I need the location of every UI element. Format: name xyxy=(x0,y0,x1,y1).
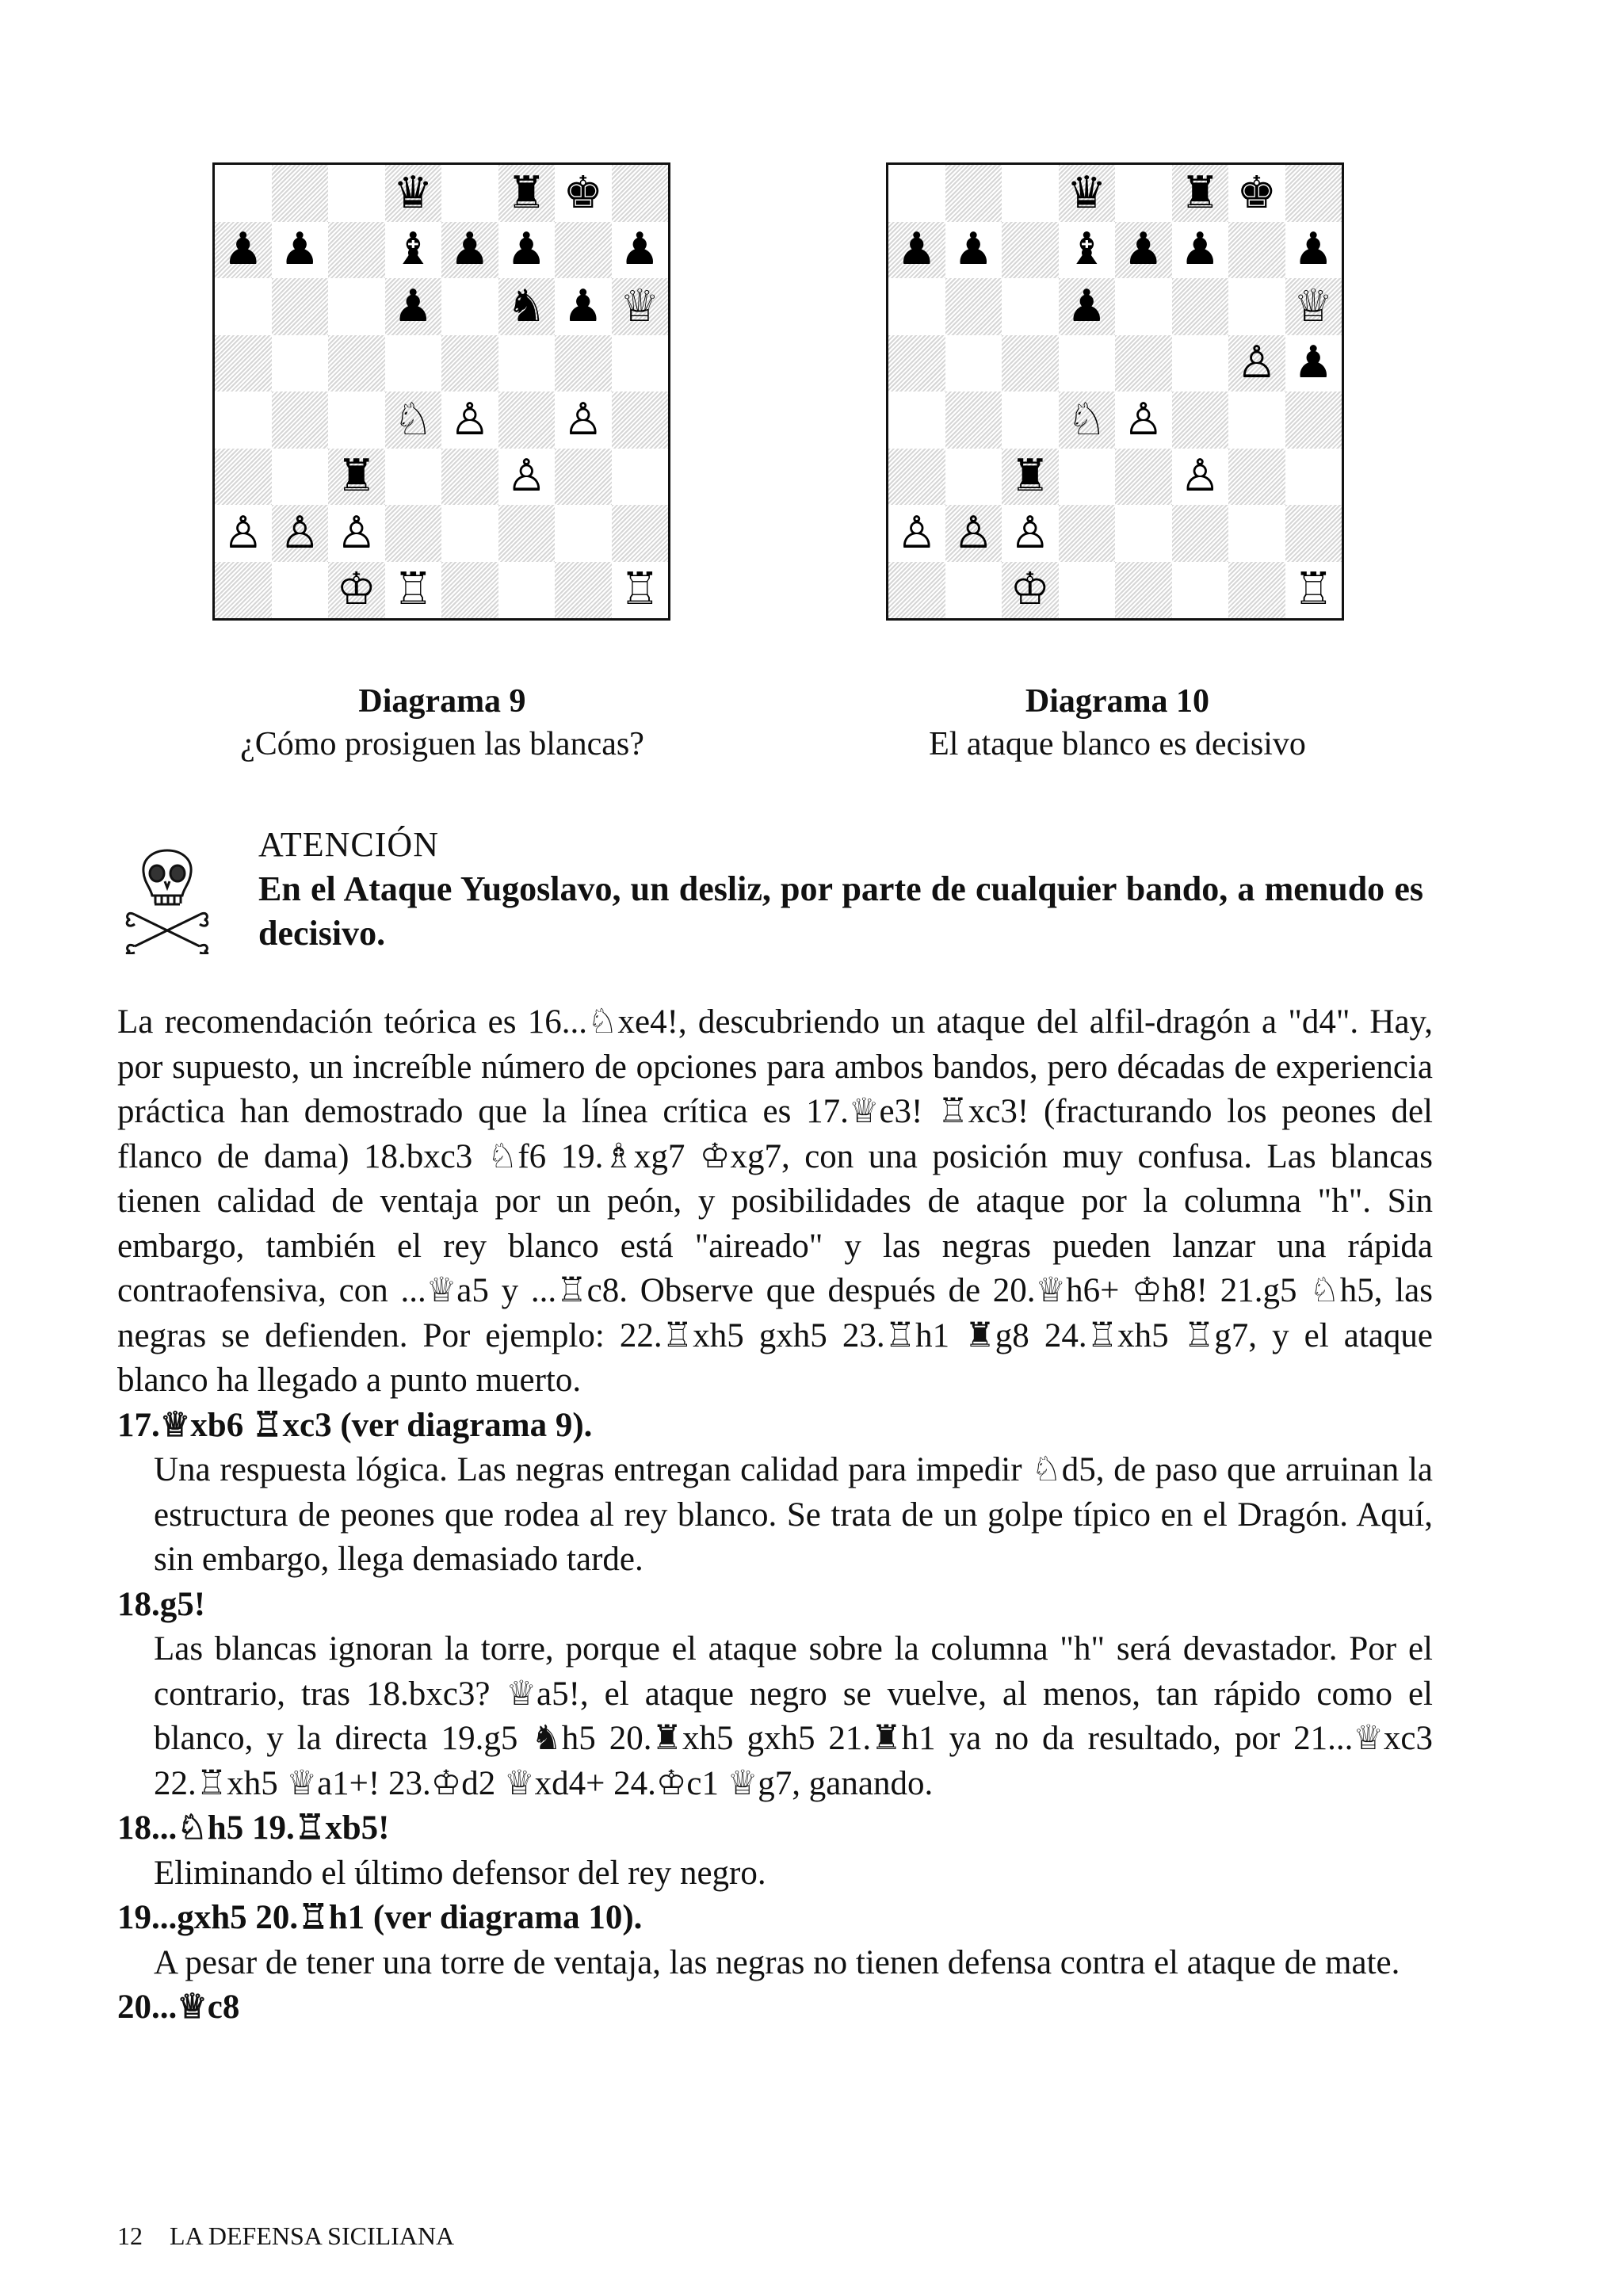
square-e8 xyxy=(1115,165,1172,222)
square-f8 xyxy=(1172,165,1229,222)
diagram-10-title: Diagrama 10 xyxy=(1025,683,1210,720)
square-a3 xyxy=(215,449,272,506)
square-a5 xyxy=(215,335,272,392)
square-a4 xyxy=(215,392,272,449)
square-d2 xyxy=(1059,505,1116,562)
square-g6 xyxy=(555,278,612,335)
chess-piece: ♖ xyxy=(1293,563,1334,616)
chess-piece: ♜ xyxy=(506,166,547,219)
square-c6 xyxy=(328,278,385,335)
square-d4 xyxy=(1059,392,1116,449)
chess-piece: ♙ xyxy=(449,393,490,445)
square-g8 xyxy=(1228,165,1285,222)
attention-heading: ATENCIÓN xyxy=(258,825,439,864)
square-b5 xyxy=(945,335,1002,392)
square-f4 xyxy=(498,392,556,449)
chess-piece: ♙ xyxy=(563,393,603,445)
square-g5 xyxy=(1228,335,1285,392)
paragraph: Las blancas ignoran la torre, porque el ataque sobre la columna "h" será devastador. Por el contrario, tras 18.bxc3? ♕a5!, el ataque negro se vuelve, al menos, tan rápido como el blanco, y la directa 19.g5 ♞h5 20.♜xh5 gxh5 21.♜h1 ya no da resultado, por 21...♕xc3 22.♖xh5 ♕a1+! 23.♔d2 ♕xd4+ 24.♔c1 ♕g7, ganando. xyxy=(154,1630,1433,1802)
square-a3 xyxy=(888,449,945,506)
square-a2 xyxy=(215,505,272,562)
square-f4 xyxy=(1172,392,1229,449)
attention-body: En el Ataque Yugoslavo, un desliz, por parte de cualquier bando, a menudo es decisivo. xyxy=(258,869,1423,953)
square-g2 xyxy=(555,505,612,562)
square-g4 xyxy=(1228,392,1285,449)
chess-piece: ♟ xyxy=(1067,280,1107,332)
square-h2 xyxy=(1285,505,1342,562)
square-h7 xyxy=(1285,222,1342,279)
square-h4 xyxy=(612,392,669,449)
diagram-9-title: Diagrama 9 xyxy=(358,683,526,720)
chess-piece: ♟ xyxy=(506,223,547,276)
square-e3 xyxy=(1115,449,1172,506)
square-e1 xyxy=(441,562,498,619)
square-e5 xyxy=(441,335,498,392)
chess-piece: ♟ xyxy=(563,280,603,332)
square-e4 xyxy=(1115,392,1172,449)
square-b4 xyxy=(945,392,1002,449)
chess-piece: ♞ xyxy=(506,280,547,332)
square-c1 xyxy=(1002,562,1059,619)
square-g7 xyxy=(555,222,612,279)
square-g6 xyxy=(1228,278,1285,335)
square-f7 xyxy=(498,222,556,279)
chess-piece: ♙ xyxy=(953,506,994,559)
chess-piece: ♙ xyxy=(896,506,937,559)
square-c6 xyxy=(1002,278,1059,335)
square-h6 xyxy=(1285,278,1342,335)
chess-piece: ♟ xyxy=(896,223,937,276)
square-e3 xyxy=(441,449,498,506)
square-g8 xyxy=(555,165,612,222)
square-a1 xyxy=(888,562,945,619)
chess-piece: ♟ xyxy=(1123,223,1163,276)
square-f7 xyxy=(1172,222,1229,279)
square-f2 xyxy=(498,505,556,562)
paragraph: Una respuesta lógica. Las negras entregan calidad para impedir ♘d5, de paso que arruinan la estructura de peones que rodea al rey blanco. Se trata de un golpe típico en el Dragón. Aquí, sin embargo, llega demasiado tarde. xyxy=(154,1451,1433,1578)
chess-piece: ♙ xyxy=(223,506,263,559)
square-d7 xyxy=(1059,222,1116,279)
chess-piece: ♘ xyxy=(393,393,433,445)
chess-piece: ♙ xyxy=(336,506,376,559)
diagram-9-board xyxy=(212,162,670,621)
square-h7 xyxy=(612,222,669,279)
move-line: 17.♕xb6 ♖xc3 (ver diagrama 9). xyxy=(117,1406,593,1444)
chess-piece: ♖ xyxy=(620,563,660,616)
square-b7 xyxy=(272,222,329,279)
chess-piece: ♟ xyxy=(449,223,490,276)
chess-piece: ♙ xyxy=(1010,506,1050,559)
chess-piece: ♟ xyxy=(393,280,433,332)
square-d1 xyxy=(1059,562,1116,619)
chess-piece: ♟ xyxy=(1293,223,1334,276)
square-h1 xyxy=(1285,562,1342,619)
square-c3 xyxy=(328,449,385,506)
square-f3 xyxy=(1172,449,1229,506)
chess-piece: ♔ xyxy=(336,563,376,616)
square-h3 xyxy=(1285,449,1342,506)
square-g1 xyxy=(555,562,612,619)
square-g5 xyxy=(555,335,612,392)
chess-piece: ♛ xyxy=(393,166,433,219)
chess-piece: ♘ xyxy=(1067,393,1107,445)
diagram-10-caption xyxy=(880,680,1355,766)
diagram-10-subtitle: El ataque blanco es decisivo xyxy=(929,726,1306,762)
square-d6 xyxy=(385,278,442,335)
square-a6 xyxy=(215,278,272,335)
square-b8 xyxy=(945,165,1002,222)
square-d7 xyxy=(385,222,442,279)
move-line: 19...gxh5 20.♖h1 (ver diagrama 10). xyxy=(117,1899,643,1936)
square-d5 xyxy=(1059,335,1116,392)
square-g2 xyxy=(1228,505,1285,562)
chess-piece: ♔ xyxy=(1010,563,1050,616)
square-e2 xyxy=(441,505,498,562)
square-f5 xyxy=(498,335,556,392)
square-b6 xyxy=(945,278,1002,335)
square-c5 xyxy=(328,335,385,392)
chess-piece: ♝ xyxy=(1067,223,1107,276)
chess-piece: ♖ xyxy=(393,563,433,616)
square-b4 xyxy=(272,392,329,449)
square-d6 xyxy=(1059,278,1116,335)
square-d8 xyxy=(1059,165,1116,222)
square-e1 xyxy=(1115,562,1172,619)
chess-piece: ♟ xyxy=(280,223,320,276)
square-f6 xyxy=(498,278,556,335)
square-b1 xyxy=(945,562,1002,619)
square-c2 xyxy=(1002,505,1059,562)
square-c5 xyxy=(1002,335,1059,392)
square-d4 xyxy=(385,392,442,449)
diagram-9-caption xyxy=(228,680,656,766)
page-number: 12 xyxy=(117,2222,143,2250)
square-c7 xyxy=(328,222,385,279)
square-a2 xyxy=(888,505,945,562)
square-f6 xyxy=(1172,278,1229,335)
running-title: LA DEFENSA SICILIANA xyxy=(170,2222,455,2250)
square-h6 xyxy=(612,278,669,335)
square-a4 xyxy=(888,392,945,449)
square-a1 xyxy=(215,562,272,619)
square-c8 xyxy=(328,165,385,222)
square-g3 xyxy=(1228,449,1285,506)
square-h8 xyxy=(1285,165,1342,222)
square-e5 xyxy=(1115,335,1172,392)
square-a6 xyxy=(888,278,945,335)
square-c4 xyxy=(1002,392,1059,449)
square-b7 xyxy=(945,222,1002,279)
skull-crossbones-icon xyxy=(117,826,217,954)
square-c7 xyxy=(1002,222,1059,279)
square-b3 xyxy=(945,449,1002,506)
square-e2 xyxy=(1115,505,1172,562)
square-e4 xyxy=(441,392,498,449)
square-e7 xyxy=(1115,222,1172,279)
square-d3 xyxy=(1059,449,1116,506)
chess-piece: ♚ xyxy=(563,166,603,219)
square-c3 xyxy=(1002,449,1059,506)
square-d3 xyxy=(385,449,442,506)
square-f3 xyxy=(498,449,556,506)
chess-piece: ♙ xyxy=(506,450,547,502)
chess-piece: ♚ xyxy=(1236,166,1277,219)
square-a5 xyxy=(888,335,945,392)
square-d1 xyxy=(385,562,442,619)
square-g1 xyxy=(1228,562,1285,619)
square-g3 xyxy=(555,449,612,506)
square-h3 xyxy=(612,449,669,506)
square-g7 xyxy=(1228,222,1285,279)
square-h5 xyxy=(612,335,669,392)
square-f5 xyxy=(1172,335,1229,392)
chess-piece: ♕ xyxy=(620,280,660,332)
square-a8 xyxy=(888,165,945,222)
square-b3 xyxy=(272,449,329,506)
chess-piece: ♟ xyxy=(223,223,263,276)
square-f8 xyxy=(498,165,556,222)
square-c2 xyxy=(328,505,385,562)
square-d8 xyxy=(385,165,442,222)
chess-piece: ♛ xyxy=(1067,166,1107,219)
square-c1 xyxy=(328,562,385,619)
chess-piece: ♟ xyxy=(620,223,660,276)
square-h2 xyxy=(612,505,669,562)
square-h4 xyxy=(1285,392,1342,449)
square-d2 xyxy=(385,505,442,562)
chess-piece: ♝ xyxy=(393,223,433,276)
square-b1 xyxy=(272,562,329,619)
square-h1 xyxy=(612,562,669,619)
square-c4 xyxy=(328,392,385,449)
move-line: 20...♕c8 xyxy=(117,1988,240,2026)
square-c8 xyxy=(1002,165,1059,222)
square-b6 xyxy=(272,278,329,335)
square-b8 xyxy=(272,165,329,222)
square-f1 xyxy=(1172,562,1229,619)
square-h8 xyxy=(612,165,669,222)
main-text xyxy=(117,1000,1433,2030)
chess-piece: ♜ xyxy=(336,450,376,502)
square-e7 xyxy=(441,222,498,279)
chess-piece: ♜ xyxy=(1180,166,1220,219)
square-f1 xyxy=(498,562,556,619)
paragraph: Eliminando el último defensor del rey negro. xyxy=(154,1854,766,1892)
diagram-10-board xyxy=(886,162,1344,621)
move-line: 18.g5! xyxy=(117,1585,206,1623)
page-footer xyxy=(117,2222,481,2251)
chess-piece: ♙ xyxy=(1123,393,1163,445)
square-e6 xyxy=(1115,278,1172,335)
square-e8 xyxy=(441,165,498,222)
paragraph: La recomendación teórica es 16...♘xe4!, descubriendo un ataque del alfil-dragón a "d4". Hay, por supuesto, un increíble número de opciones para ambos bandos, pero décadas de experiencia práctica han demostrado que la línea crítica es 17.♕e3! ♖xc3! (fracturando los peones del flanco de dama) 18.bxc3 ♘f6 19.♗xg7 ♔xg7, con una posición muy confusa. Las blancas tienen calidad de ventaja por un peón, y posibilidades de ataque por la columna "h". Sin embargo, también el rey blanco está "aireado" y las negras pueden lanzar una rápida contraofensiva, con ...♕a5 y ...♖c8. Observe que después de 20.♕h6+ ♔h8! 21.g5 ♘h5, las negras se defienden. Por ejemplo: 22.♖xh5 gxh5 23.♖h1 ♜g8 24.♖xh5 ♖g7, y el ataque blanco ha llegado a punto muerto. xyxy=(117,1003,1433,1399)
square-g4 xyxy=(555,392,612,449)
square-a8 xyxy=(215,165,272,222)
chess-piece: ♟ xyxy=(953,223,994,276)
chess-piece: ♙ xyxy=(1236,337,1277,389)
square-h5 xyxy=(1285,335,1342,392)
square-a7 xyxy=(888,222,945,279)
square-f2 xyxy=(1172,505,1229,562)
paragraph: A pesar de tener una torre de ventaja, las negras no tienen defensa contra el ataque de mate. xyxy=(154,1943,1400,1981)
square-d5 xyxy=(385,335,442,392)
chess-piece: ♙ xyxy=(280,506,320,559)
diagram-9-subtitle: ¿Cómo prosiguen las blancas? xyxy=(240,726,644,762)
square-b5 xyxy=(272,335,329,392)
square-b2 xyxy=(945,505,1002,562)
chess-piece: ♙ xyxy=(1180,450,1220,502)
square-a7 xyxy=(215,222,272,279)
chess-piece: ♟ xyxy=(1180,223,1220,276)
move-line: 18...♘h5 19.♖xb5! xyxy=(117,1809,390,1847)
chess-piece: ♟ xyxy=(1293,337,1334,389)
square-b2 xyxy=(272,505,329,562)
chess-piece: ♜ xyxy=(1010,450,1050,502)
square-e6 xyxy=(441,278,498,335)
chess-piece: ♕ xyxy=(1293,280,1334,332)
